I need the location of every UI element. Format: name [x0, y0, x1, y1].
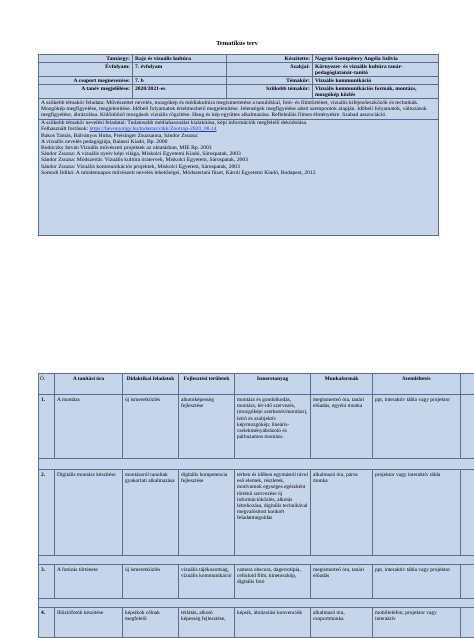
- development-cell: térlátás, alkotó képesség fejlesztése,: [179, 608, 235, 638]
- source-item: Somodi Ildikó: A mindennapos művészeti nevelés lehetőségei, Módszertani füzet, Károli Egyetemi Kiadó, Budapest, 2012: [41, 170, 436, 176]
- workforms-cell: megismerteő óra, tanári előadás: [311, 565, 373, 599]
- illustration-cell: mobiltelefon, projektor vagy interaktív: [373, 608, 461, 638]
- col-header-number: Ó.: [39, 374, 55, 395]
- didactic-cell: képsíkok célnak megfelelő: [123, 608, 179, 638]
- didactic-cell: új ismeretközlés: [123, 395, 179, 459]
- sources-link[interactable]: https://bevonyolgy.hu/tudastar/cikk/Zootrop-2020_08.14: [89, 126, 216, 132]
- didactic-cell: új ismeretközlés: [123, 565, 179, 599]
- subject-label: Tantárgy:: [39, 55, 133, 63]
- illustration-cell: projektor vagy interaktív tábla: [373, 470, 461, 556]
- illustration-cell: ppt, interaktív tábla vagy projektor: [373, 565, 461, 599]
- extra-cell: [461, 565, 474, 599]
- topic-label: Témakör:: [227, 77, 313, 85]
- separator-row: [39, 556, 474, 565]
- col-header-lesson: A tanítási óra: [55, 374, 123, 395]
- subtopic-label: Szűkebb témakör:: [227, 85, 313, 99]
- author-label: Készítette:: [227, 55, 313, 63]
- subject-value: Rajz és vizuális kultúra: [133, 55, 227, 63]
- workforms-cell: alkalmazó óra, páros munka: [311, 470, 373, 556]
- table-row: [39, 395, 474, 459]
- col-header-development: Fejlesztési területek: [179, 374, 235, 395]
- source-item: Sándor Zsuzsa: Vizuális kommunikációs projektek, Miskolci Egyetem, Sárospatak, 2003: [41, 164, 436, 170]
- author-value: Nagyné Szentpétery Angéla Szilvia: [313, 55, 439, 63]
- extra-cell: [461, 395, 474, 459]
- major-label: Szakjai:: [227, 63, 313, 77]
- col-header-extra: [461, 374, 474, 395]
- workforms-cell: megismerteő óra, tanári előadás, egyéni munka: [311, 395, 373, 459]
- page-title: Tematikus terv: [0, 40, 474, 47]
- development-cell: alkotóképesség fejlesztése: [179, 395, 235, 459]
- row-number: 2.: [39, 470, 55, 556]
- header-table: [38, 54, 439, 236]
- source-item: Bodóczky István Vizuális művészeti projektek az oktatásban, MIE Bp. 2003: [41, 145, 436, 151]
- lesson-cell: Illúziófotók készítése: [55, 608, 123, 638]
- separator-row: [39, 599, 474, 608]
- source-item: Bakos Tamás, Bálványos Huba, Preisinger Zsuzsanna, Sándor Zsuzsa:: [41, 133, 436, 139]
- knowledge-cell: képsík, ábrázolási konvenciók: [235, 608, 311, 638]
- school-year-label: A tanév megjelölése:: [39, 85, 133, 99]
- development-cell: vizuális tájékozottság, vizuális kommunikáció: [179, 565, 235, 599]
- table-row: [39, 565, 474, 599]
- col-header-illustration: Szemléltetés: [373, 374, 461, 395]
- separator-row: [39, 459, 474, 470]
- knowledge-cell: térben és időben egymástól távol eső elemek, részletek, motívumok egységes egészként történő szervezése új információközlés, alkotás létrehozása, digitális technikával megvalósított konkrét feladatmegoldás: [235, 470, 311, 556]
- extra-cell: [461, 470, 474, 556]
- didactic-cell: montázsról tanultak gyakorlati alkalmazása: [123, 470, 179, 556]
- development-cell: digitális kompetencia fejlesztése: [179, 470, 235, 556]
- extra-cell: [461, 608, 474, 638]
- illustration-cell: ppt, interaktív tábla vagy projektor: [373, 395, 461, 459]
- knowledge-cell: montázs és gondolkodás, montázs, tér-idő szervezés, (mozgóképi szerkezés/montázs), leíró és szubjektív kép/mozgókép; lineáris-cselekményábrázoló és párhuzamos montázs.: [235, 395, 311, 459]
- task-text: A szűkebb témakör feladata: Művészettel nevelés, mozgókép és médiakultúra megismertetése a tanulókkal, fotó- és filmtörténet, vizuális kifejezőeszközök és technikák. Mozgókép megfigyelése, megjelenítése. Időbeli folyamatok értelmezhető megjelenítése. Jelenségek megfigyelése adott szempontok alapján. Időbeli folyamatok, változások megfigyelése, ábrázolása. Különböző mozgások vizuális rögzítése. Hang és kép együttes alkalmazása. Reflektálás filmes élményekre. Szabad asszociáció.: [39, 99, 439, 120]
- sources-cell: [39, 119, 439, 235]
- workforms-cell: alkalmazó óra, csoportmunka: [311, 608, 373, 638]
- col-header-didactic: Didaktikai feladatok: [123, 374, 179, 395]
- group-label: A csoport megnevezése:: [39, 77, 133, 85]
- source-item: Sándor Zsuzsa: A vizuális nyelv képi világa, Miskolci Egyetemi Kiadó, Sárospatak, 2003: [41, 151, 436, 157]
- source-item: A vizuális nevelés pedagógiája, Balassi Kiadó, Bp. 2000: [41, 139, 436, 145]
- col-header-workforms: Munkaformák: [311, 374, 373, 395]
- lesson-cell: A montázs: [55, 395, 123, 459]
- row-number: 3.: [39, 565, 55, 599]
- grade-label: Évfolyam:: [39, 63, 133, 77]
- table-header-row: [39, 374, 474, 395]
- col-header-knowledge: Ismeretanyag: [235, 374, 311, 395]
- knowledge-cell: camera obscura, dagerrotípia, celluloid film, kinetoszkóp, digitális fotó: [235, 565, 311, 599]
- major-value: Környezet- és vizuális kultúra tanár-pedagógiatanár-tanító: [313, 63, 439, 77]
- source-item: Sándor Zsuzsa: Módszertár. Vizuális kultúra óratervek, Miskolci Egyetem, Sárospatak, 2003: [41, 157, 436, 163]
- lesson-cell: A fotózás története: [55, 565, 123, 599]
- education-goal-text: A szűkebb témakör nevelési feladatai: Tudatosabb médiahasználat kialakítása, képi információk megfelelő dekódolása.: [41, 120, 436, 126]
- subtopic-value: Vizuális kommunikációs formák, montázs, mozgókép közlés: [313, 85, 439, 99]
- lesson-plan-table: [38, 373, 474, 638]
- lesson-cell: Digitális montázs készítése: [55, 470, 123, 556]
- table-row: [39, 608, 474, 638]
- group-value: 7. b: [133, 77, 227, 85]
- sources-label: Felhasznált források:: [41, 126, 88, 132]
- topic-value: Vizuális kommunikáció: [313, 77, 439, 85]
- grade-value: 7. évfolyam: [133, 63, 227, 77]
- row-number: 4.: [39, 608, 55, 638]
- row-number: 1.: [39, 395, 55, 459]
- table-row: [39, 470, 474, 556]
- school-year-value: 2020/2021-es: [133, 85, 227, 99]
